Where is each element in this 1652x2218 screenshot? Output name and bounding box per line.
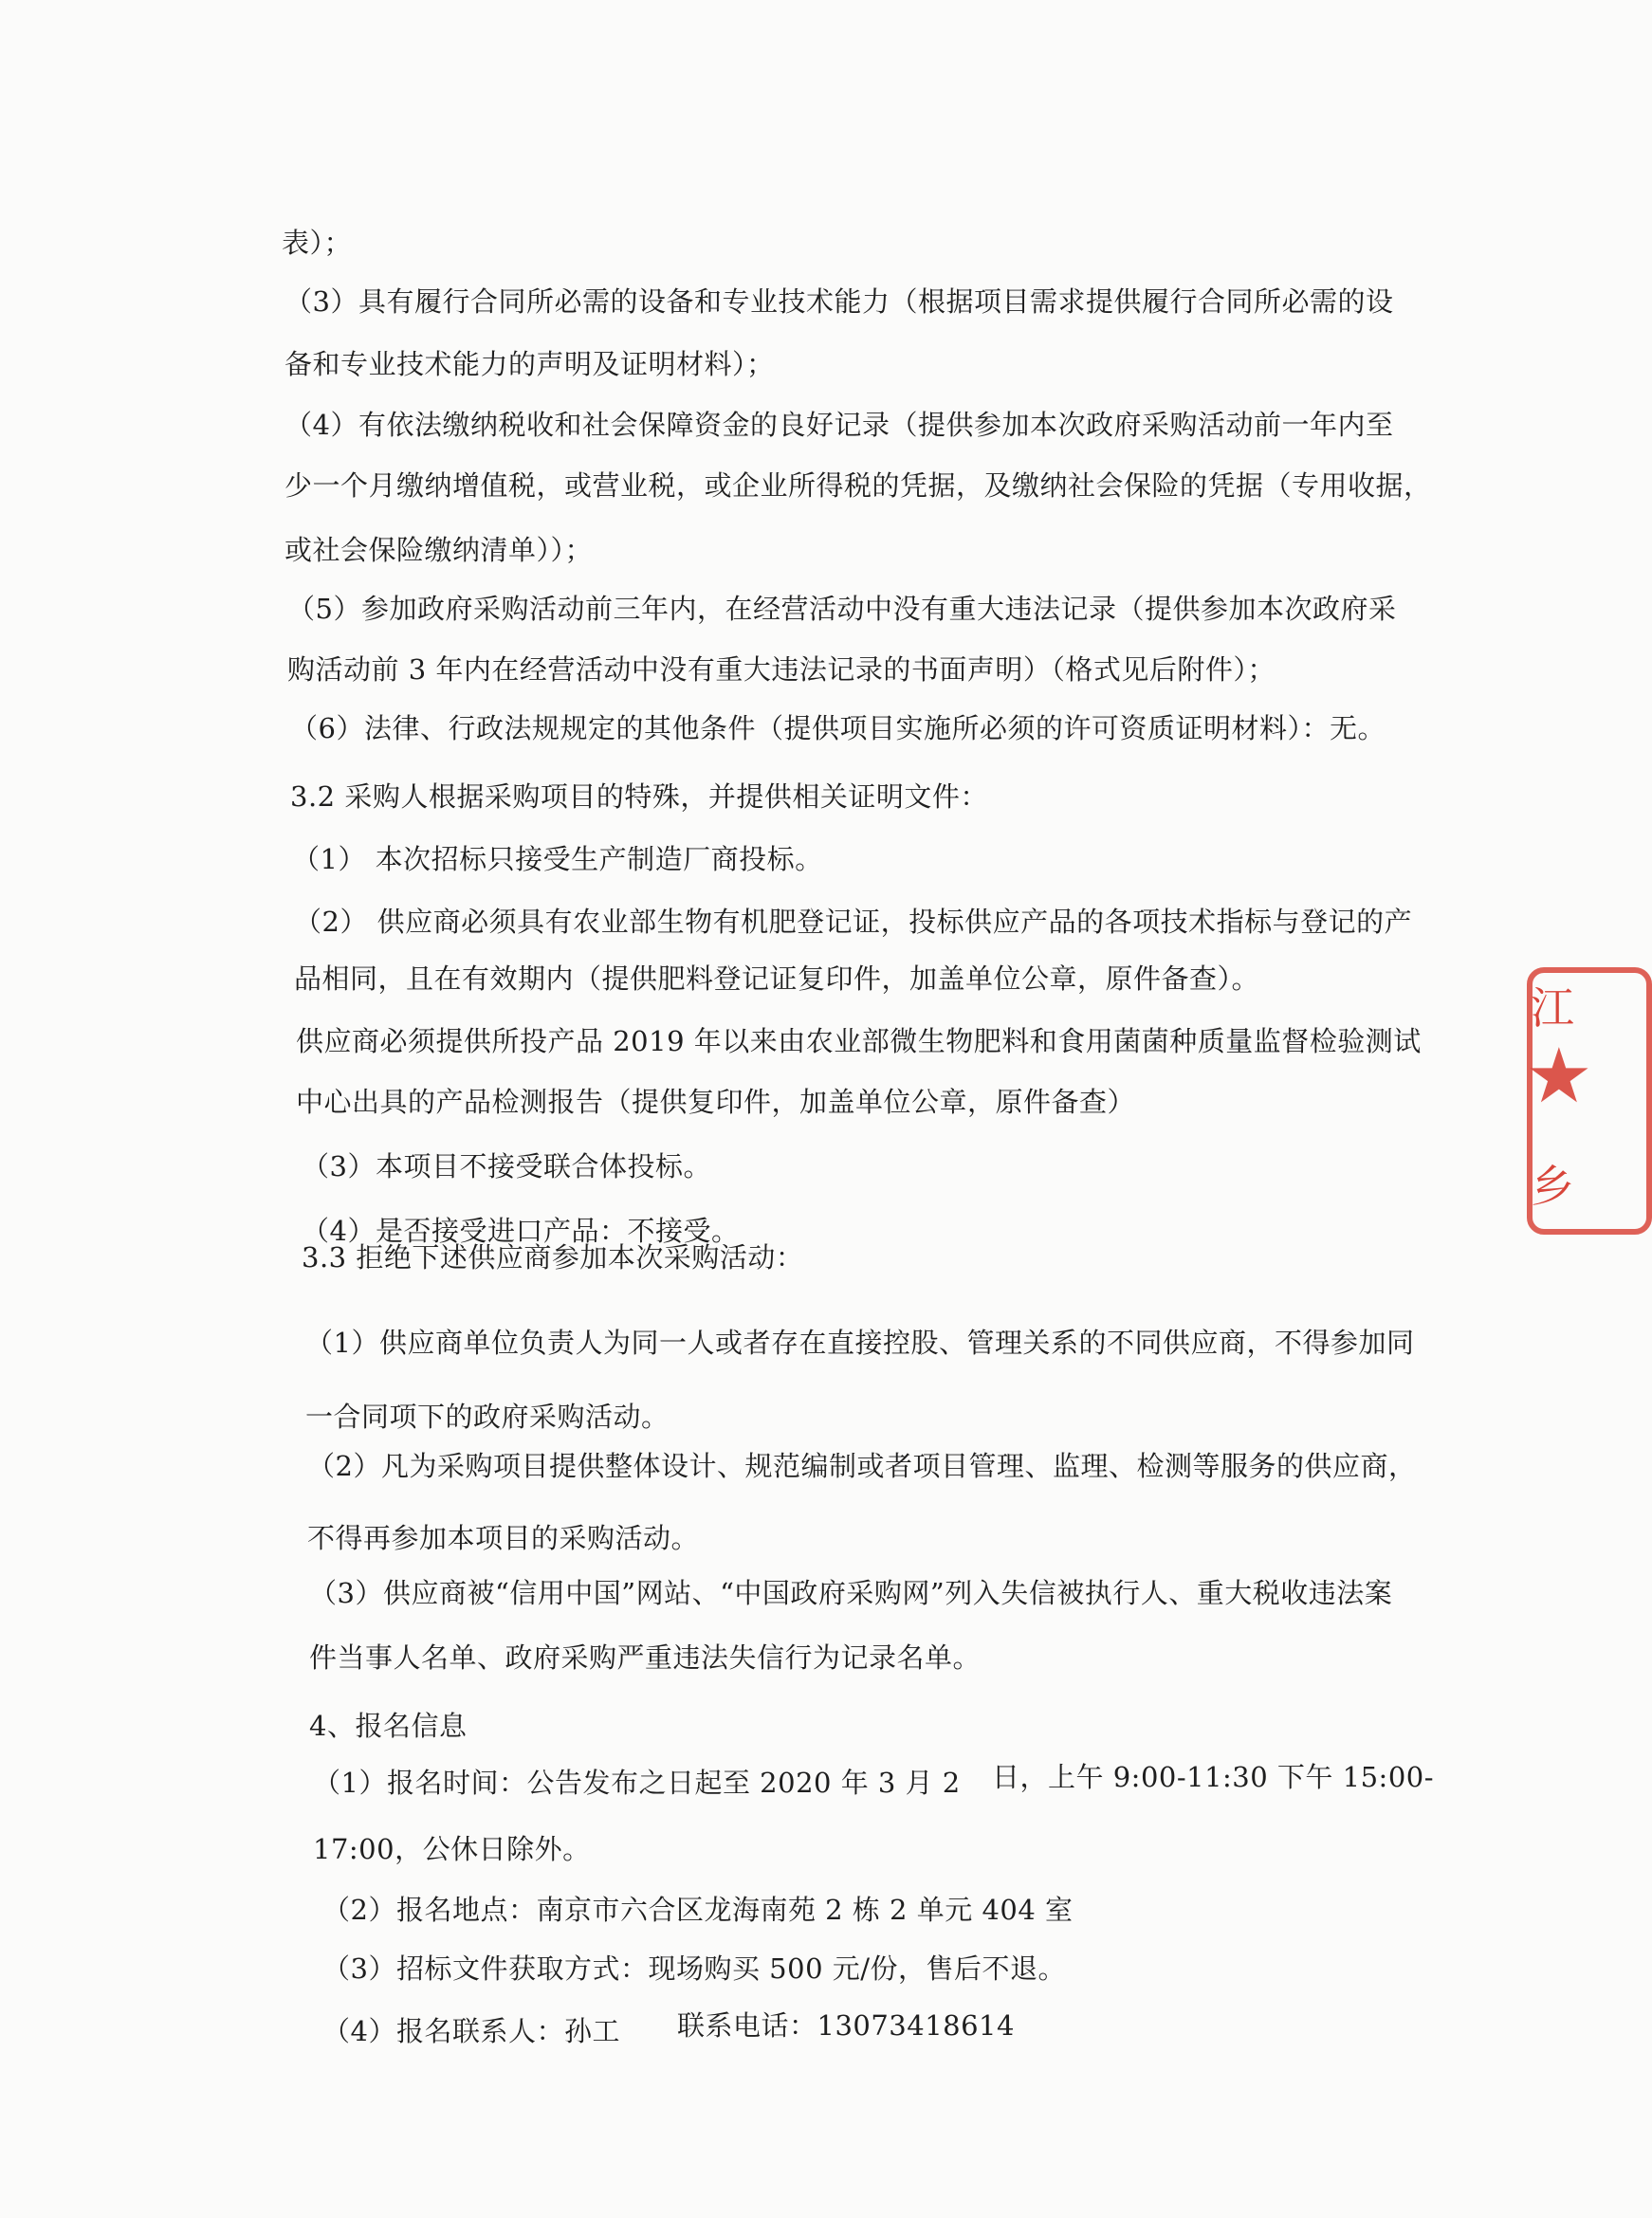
text-line: 17:00，公休日除外。 <box>313 1833 591 1865</box>
text-line: 不得再参加本项目的采购活动。 <box>307 1522 700 1554</box>
text-line: （1）报名时间：公告发布之日起至 2020 年 3 月 2 <box>313 1767 961 1799</box>
text-line: （1）供应商单位负责人为同一人或者存在直接控股、管理关系的不同供应商，不得参加同 <box>305 1327 1415 1359</box>
text-line: 备和专业技术能力的声明及证明材料）； <box>285 348 775 380</box>
text-line: （3）本项目不接受联合体投标。 <box>302 1150 711 1182</box>
text-line: 品相同，且在有效期内（提供肥料登记证复印件，加盖单位公章，原件备查）。 <box>294 962 1260 995</box>
text-line: 供应商必须提供所投产品 2019 年以来由农业部微生物肥料和食用菌菌种质量监督检验测试 <box>296 1025 1422 1057</box>
text-line: 少一个月缴纳增值税，或营业税，或企业所得税的凭据，及缴纳社会保险的凭据（专用收据， <box>285 469 1432 502</box>
text-line: 购活动前 3 年内在经营活动中没有重大违法记录的书面声明）（格式见后附件）； <box>287 653 1276 686</box>
text-line: （2）报名地点：南京市六合区龙海南苑 2 栋 2 单元 404 室 <box>322 1894 1074 1926</box>
text-line: 或社会保险缴纳清单））； <box>285 534 594 566</box>
text-line: （2） 供应商必须具有农业部生物有机肥登记证，投标供应产品的各项技术指标与登记的产 <box>294 906 1413 938</box>
text-line: （4）有依法缴纳税收和社会保障资金的良好记录（提供参加本次政府采购活动前一年内至 <box>285 409 1394 441</box>
seal-character: 乡 <box>1531 1161 1574 1212</box>
section-heading: 3.3 拒绝下述供应商参加本次采购活动： <box>302 1241 804 1274</box>
text-line: （4）是否接受进口产品：不接受。 <box>302 1215 740 1247</box>
text-line: 日，上午 9:00-11:30 下午 15:00- <box>992 1761 1435 1793</box>
section-heading: 4、报名信息 <box>309 1710 468 1742</box>
section-heading: 3.2 采购人根据采购项目的特殊，并提供相关证明文件： <box>290 780 988 813</box>
text-line: 联系电话：13073418614 <box>677 2009 1015 2042</box>
text-line: （2）凡为采购项目提供整体设计、规范编制或者项目管理、监理、检测等服务的供应商， <box>307 1450 1417 1482</box>
text-line: 表）； <box>282 227 353 259</box>
text-line: （3）供应商被“信用中国”网站、“中国政府采购网”列入失信被执行人、重大税收违法案 <box>309 1577 1393 1609</box>
text-line: （1） 本次招标只接受生产制造厂商投标。 <box>292 843 823 875</box>
text-line: 件当事人名单、政府采购严重违法失信行为记录名单。 <box>309 1641 982 1674</box>
seal-star-icon: ★ <box>1525 1032 1593 1120</box>
text-line: （3）招标文件获取方式：现场购买 500 元/份，售后不退。 <box>322 1952 1067 1985</box>
text-line: （3）具有履行合同所必需的设备和专业技术能力（根据项目需求提供履行合同所必需的设 <box>285 285 1394 318</box>
text-line: （4）报名联系人：孙工 <box>322 2015 620 2047</box>
text-line: （6）法律、行政法规规定的其他条件（提供项目实施所必须的许可资质证明材料）：无。 <box>290 712 1386 744</box>
seal-character: 江 <box>1531 982 1574 1034</box>
text-line: 中心出具的产品检测报告（提供复印件，加盖单位公章，原件备查） <box>296 1086 1136 1118</box>
text-line: （5）参加政府采购活动前三年内，在经营活动中没有重大违法记录（提供参加本次政府采 <box>287 593 1397 625</box>
text-line: 一合同项下的政府采购活动。 <box>305 1401 670 1433</box>
